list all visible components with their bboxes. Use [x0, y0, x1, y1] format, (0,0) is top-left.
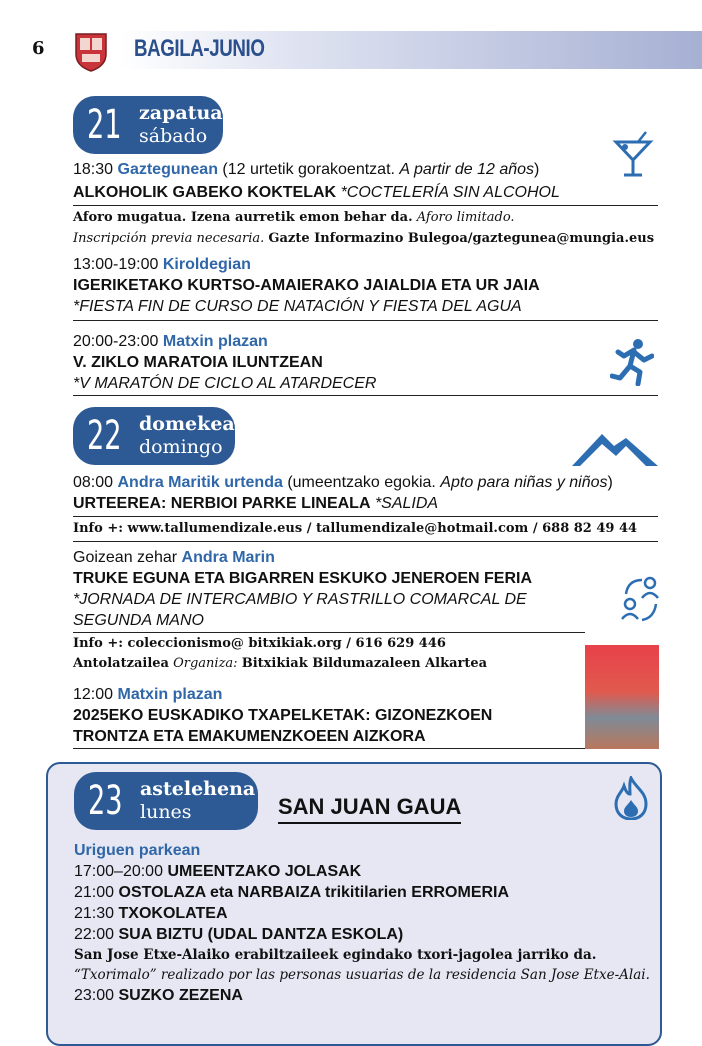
note-es: “Txorimalo” realizado por las personas usuarias de la residencia San Jose Etxe-Alai. — [74, 967, 650, 983]
event-text: TXOKOLATEA — [118, 905, 228, 922]
organizer-label-eu: Antolatzailea — [73, 656, 169, 671]
date-number: 21 — [87, 102, 122, 148]
event-meta — [73, 256, 251, 274]
event-title-es: *COCTELERÍA SIN ALCOHOL — [340, 184, 560, 201]
date-badge-23 — [74, 772, 258, 830]
event-info: Info +: www.tallumendizale.eus / tallumendizale@hotmail.com / 688 82 49 44 — [73, 521, 638, 536]
event-time: 17:00–20:00 — [74, 863, 163, 880]
day-name-eu: domekea — [139, 413, 235, 435]
divider — [73, 395, 658, 396]
schedule-item — [74, 926, 403, 944]
event-meta — [73, 333, 268, 351]
event-title-eu: IGERIKETAKO KURTSO-AMAIERAKO JAIALDIA ETA UR JAIA — [73, 277, 540, 294]
event-text: OSTOLAZA eta NARBAIZA trikitilarien ERROMERIA — [118, 884, 510, 901]
event-info — [73, 231, 654, 246]
event-title-eu: 2025EKO EUSKADIKO TXAPELKETAK: GIZONEZKOEN — [73, 707, 493, 724]
event-location: Andra Marin — [181, 549, 275, 566]
event-time: Goizean zehar — [73, 549, 178, 566]
event-poster-image — [585, 645, 659, 749]
runner-icon — [610, 338, 654, 386]
event-meta — [73, 161, 539, 179]
day-name-eu: zapatua — [139, 102, 223, 124]
date-badge-22 — [73, 407, 235, 465]
event-text: SUZKO ZEZENA — [118, 987, 243, 1004]
event-location: Gaztegunean — [117, 161, 218, 178]
event-time: 18:30 — [73, 161, 114, 178]
event-title-eu: ALKOHOLIK GABEKO KOKTELAK — [73, 184, 337, 201]
event-text: SUA BIZTU (UDAL DANTZA ESKOLA) — [118, 926, 404, 943]
event-title-eu: TRUKE EGUNA ETA BIGARREN ESKUKO JENEROEN FERIA — [73, 570, 532, 587]
day-name-es: lunes — [140, 801, 192, 823]
divider — [73, 320, 658, 321]
event-time: 23:00 — [74, 987, 115, 1004]
divider — [73, 632, 585, 633]
divider — [73, 516, 658, 517]
headline: SAN JUAN GAUA — [278, 794, 461, 824]
event-time: 21:30 — [74, 905, 115, 922]
event-time: 08:00 — [73, 474, 114, 491]
info-es: Inscripción previa necesaria. — [73, 231, 265, 246]
event-meta — [73, 686, 222, 704]
event-location: Kiroldegian — [162, 256, 251, 273]
mountain-icon — [572, 428, 658, 468]
organizer-label-es: Organiza: — [173, 656, 238, 671]
fire-icon — [612, 776, 650, 820]
event-title-es: *SALIDA — [374, 495, 439, 512]
event-title-eu: TRONTZA ETA EMAKUMENZKOEEN AIZKORA — [73, 728, 426, 745]
event-note: (12 urtetik gorakoentzat. — [222, 161, 395, 178]
schedule-item — [74, 905, 228, 923]
info-es: Aforo limitado. — [416, 210, 515, 225]
cocktail-icon — [612, 130, 656, 178]
event-note-end: ) — [607, 474, 613, 491]
crest-icon — [74, 30, 108, 72]
exchange-icon — [618, 574, 664, 624]
event-location: Andra Maritik urtenda — [117, 474, 283, 491]
event-time: 22:00 — [74, 926, 115, 943]
date-number: 23 — [88, 778, 123, 824]
event-title-es: SEGUNDA MANO — [73, 612, 204, 629]
event-meta — [73, 474, 613, 492]
event-title-eu: V. ZIKLO MARATOIA ILUNTZEAN — [73, 354, 323, 371]
date-number: 22 — [87, 413, 122, 459]
schedule-item — [74, 863, 361, 881]
event-note-es: Apto para niñas y niños — [440, 474, 608, 491]
event-location: Matxin plazan — [117, 686, 223, 703]
event-info: Info +: coleccionismo@ bitxikiak.org / 616 629 446 — [73, 636, 446, 651]
event-info — [73, 210, 515, 225]
schedule-item — [74, 884, 509, 902]
event-time: 20:00-23:00 — [73, 333, 159, 350]
schedule-item — [74, 987, 243, 1005]
event-note-end: ) — [534, 161, 540, 178]
info-contact: Gazte Informazino Bulegoa/gaztegunea@mungia.eus — [268, 231, 655, 246]
page-title: BAGILA-JUNIO — [134, 35, 265, 62]
event-time: 21:00 — [74, 884, 115, 901]
divider — [73, 205, 658, 206]
event-title — [73, 495, 438, 513]
event-title — [73, 184, 560, 202]
day-name-eu: astelehena — [140, 778, 256, 800]
event-text: UMEENTZAKO JOLASAK — [167, 863, 362, 880]
event-note: (umeentzako egokia. — [287, 474, 436, 491]
event-time: 13:00-19:00 — [73, 256, 159, 273]
event-title-es: *JORNADA DE INTERCAMBIO Y RASTRILLO COMARCAL DE — [73, 591, 527, 608]
event-meta — [73, 549, 275, 567]
day-name-es: domingo — [139, 436, 223, 458]
day-name-es: sábado — [139, 125, 208, 147]
event-location: Matxin plazan — [162, 333, 268, 350]
organizer-name: Bitxikiak Bildumazaleen Alkartea — [241, 656, 488, 671]
event-location: Uriguen parkean — [74, 842, 201, 859]
event-time: 12:00 — [73, 686, 114, 703]
page-number: 6 — [32, 38, 45, 59]
event-title-es: *V MARATÓN DE CICLO AL ATARDECER — [73, 375, 377, 392]
event-title-eu: URTEEREA: NERBIOI PARKE LINEALA — [73, 495, 371, 512]
event-note-es: A partir de 12 años — [399, 161, 535, 178]
divider — [73, 748, 585, 749]
note-eu: San Jose Etxe-Alaiko erabiltzaileek egindako txori-jagolea jarriko da. — [74, 947, 597, 963]
event-title-es: *FIESTA FIN DE CURSO DE NATACIÓN Y FIESTA DEL AGUA — [73, 298, 522, 315]
info-eu: Aforo mugatua. Izena aurretik emon behar da. — [73, 210, 413, 225]
event-organizer — [73, 656, 487, 671]
divider — [73, 541, 658, 542]
date-badge-21 — [73, 96, 223, 154]
